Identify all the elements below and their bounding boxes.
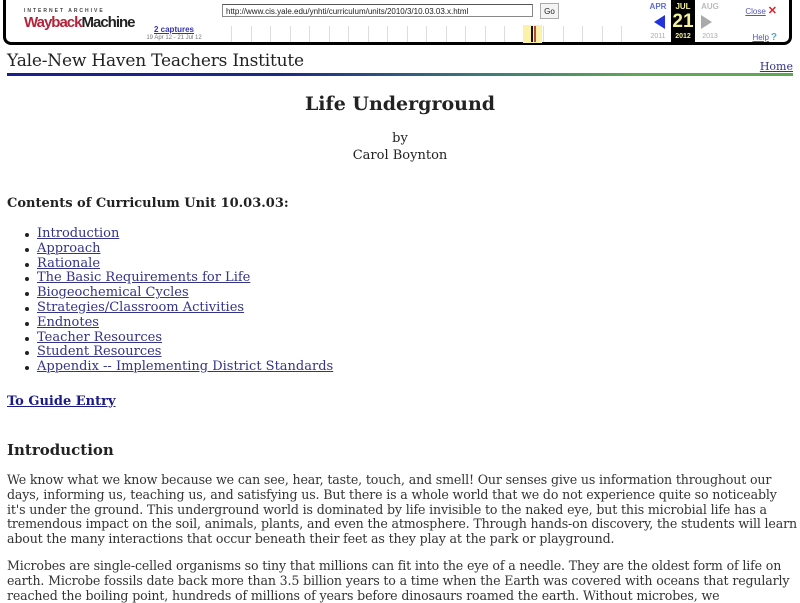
wayback-logo[interactable] (24, 8, 135, 31)
prev-year: 2011 (650, 33, 666, 40)
capture-bar[interactable] (531, 26, 533, 42)
url-input[interactable]: http://www.cis.yale.edu/ynhti/curriculum/units/2010/3/10.03.03.x.html (222, 4, 533, 17)
captures-link[interactable]: 2 captures (153, 25, 195, 34)
capture-sparkline[interactable] (212, 24, 640, 43)
current-year: 2012 (675, 33, 691, 40)
author-name: Carol Boynton (352, 148, 448, 163)
toc-item (23, 286, 333, 301)
header-divider (7, 73, 793, 76)
intro-paragraph-2: Microbes are single-celled organisms so tiny that millions can fit into the eye of a needle. They are the oldest form of life on earth. Microbe fossils date back more than 3.5 billion years to a time when the Earth was covered with oceans that regularly reached the boiling point, hundreds of millions of years before dinosaurs roamed the earth. Without microbes, we (7, 558, 790, 603)
close-toolbar[interactable] (745, 4, 777, 17)
next-year: 2013 (702, 33, 718, 40)
introduction-heading: Introduction (7, 441, 114, 459)
current-month: JUL (675, 2, 691, 11)
captures-info (136, 25, 212, 41)
home-link[interactable]: Home (759, 60, 793, 73)
site-title: Yale-New Haven Teachers Institute (7, 51, 304, 71)
toc-link-approach[interactable]: Approach (37, 240, 101, 256)
toc-item (23, 227, 333, 242)
toc-item (23, 257, 333, 272)
next-arrow-icon (701, 15, 712, 29)
toc-item (23, 316, 333, 331)
toc-link-strategies[interactable]: Strategies/Classroom Activities (37, 299, 245, 315)
next-capture (696, 0, 724, 40)
close-icon[interactable]: ✕ (767, 5, 777, 17)
prev-capture[interactable] (644, 0, 672, 40)
toc-link-rationale[interactable]: Rationale (37, 255, 101, 271)
toc-link-appendix[interactable]: Appendix -- Implementing District Standards (37, 359, 334, 375)
prev-arrow-icon[interactable] (654, 15, 665, 29)
toc-link-endnotes[interactable]: Endnotes (37, 314, 99, 330)
toc-item (23, 331, 333, 346)
toc-item (23, 242, 333, 257)
toc-link-teacher-resources[interactable]: Teacher Resources (37, 329, 163, 345)
internet-archive-label: INTERNET ARCHIVE (24, 8, 105, 14)
next-month: AUG (701, 2, 719, 11)
toc-item (23, 271, 333, 286)
toc-link-introduction[interactable]: Introduction (37, 226, 120, 241)
contents-heading: Contents of Curriculum Unit 10.03.03: (7, 196, 289, 211)
toc-link-biogeochemical-cycles[interactable]: Biogeochemical Cycles (37, 285, 189, 301)
capture-calendar (644, 0, 734, 45)
help-icon[interactable]: ? (770, 32, 777, 43)
page-title: Life Underground (304, 93, 496, 115)
go-button[interactable]: Go (540, 3, 559, 19)
current-day: 21 (672, 11, 694, 32)
capture-bar-current[interactable] (534, 26, 536, 42)
wayback-toolbar (3, 0, 792, 45)
captures-range: 19 Apr 12 - 21 Jul 12 (146, 35, 202, 41)
help[interactable] (752, 32, 777, 43)
wayback-machine-wordmark: WaybackMachine (24, 14, 135, 31)
close-link[interactable]: Close (745, 7, 766, 16)
toc-item (23, 301, 333, 316)
guide-entry-link[interactable]: To Guide Entry (7, 394, 116, 409)
toc-link-student-resources[interactable]: Student Resources (37, 344, 162, 360)
intro-paragraph-1: We know what we know because we can see, hear, taste, touch, and smell! Our senses give us information throughout our days, informing us, teaching us, and satisfying us. But there is a whole world that we do not experience quite so noticeably it's under the ground. This underground world is dominated by life invisible to the naked eye, but this microbial life has a tremendous impact on the soil, animals, plants, and even the atmosphere. Through hands-on discovery, the students will learn about the many interactions that occur beneath their feet as they play at the park or playground. (7, 472, 797, 547)
prev-month[interactable]: APR (649, 2, 667, 11)
toc-link-basic-requirements[interactable]: The Basic Requirements for Life (37, 270, 251, 286)
toc-item (23, 345, 333, 360)
toc-item (23, 360, 333, 375)
help-link[interactable]: Help (752, 33, 769, 42)
byline-by: by (392, 131, 408, 146)
table-of-contents (23, 227, 333, 375)
current-capture (671, 0, 695, 45)
